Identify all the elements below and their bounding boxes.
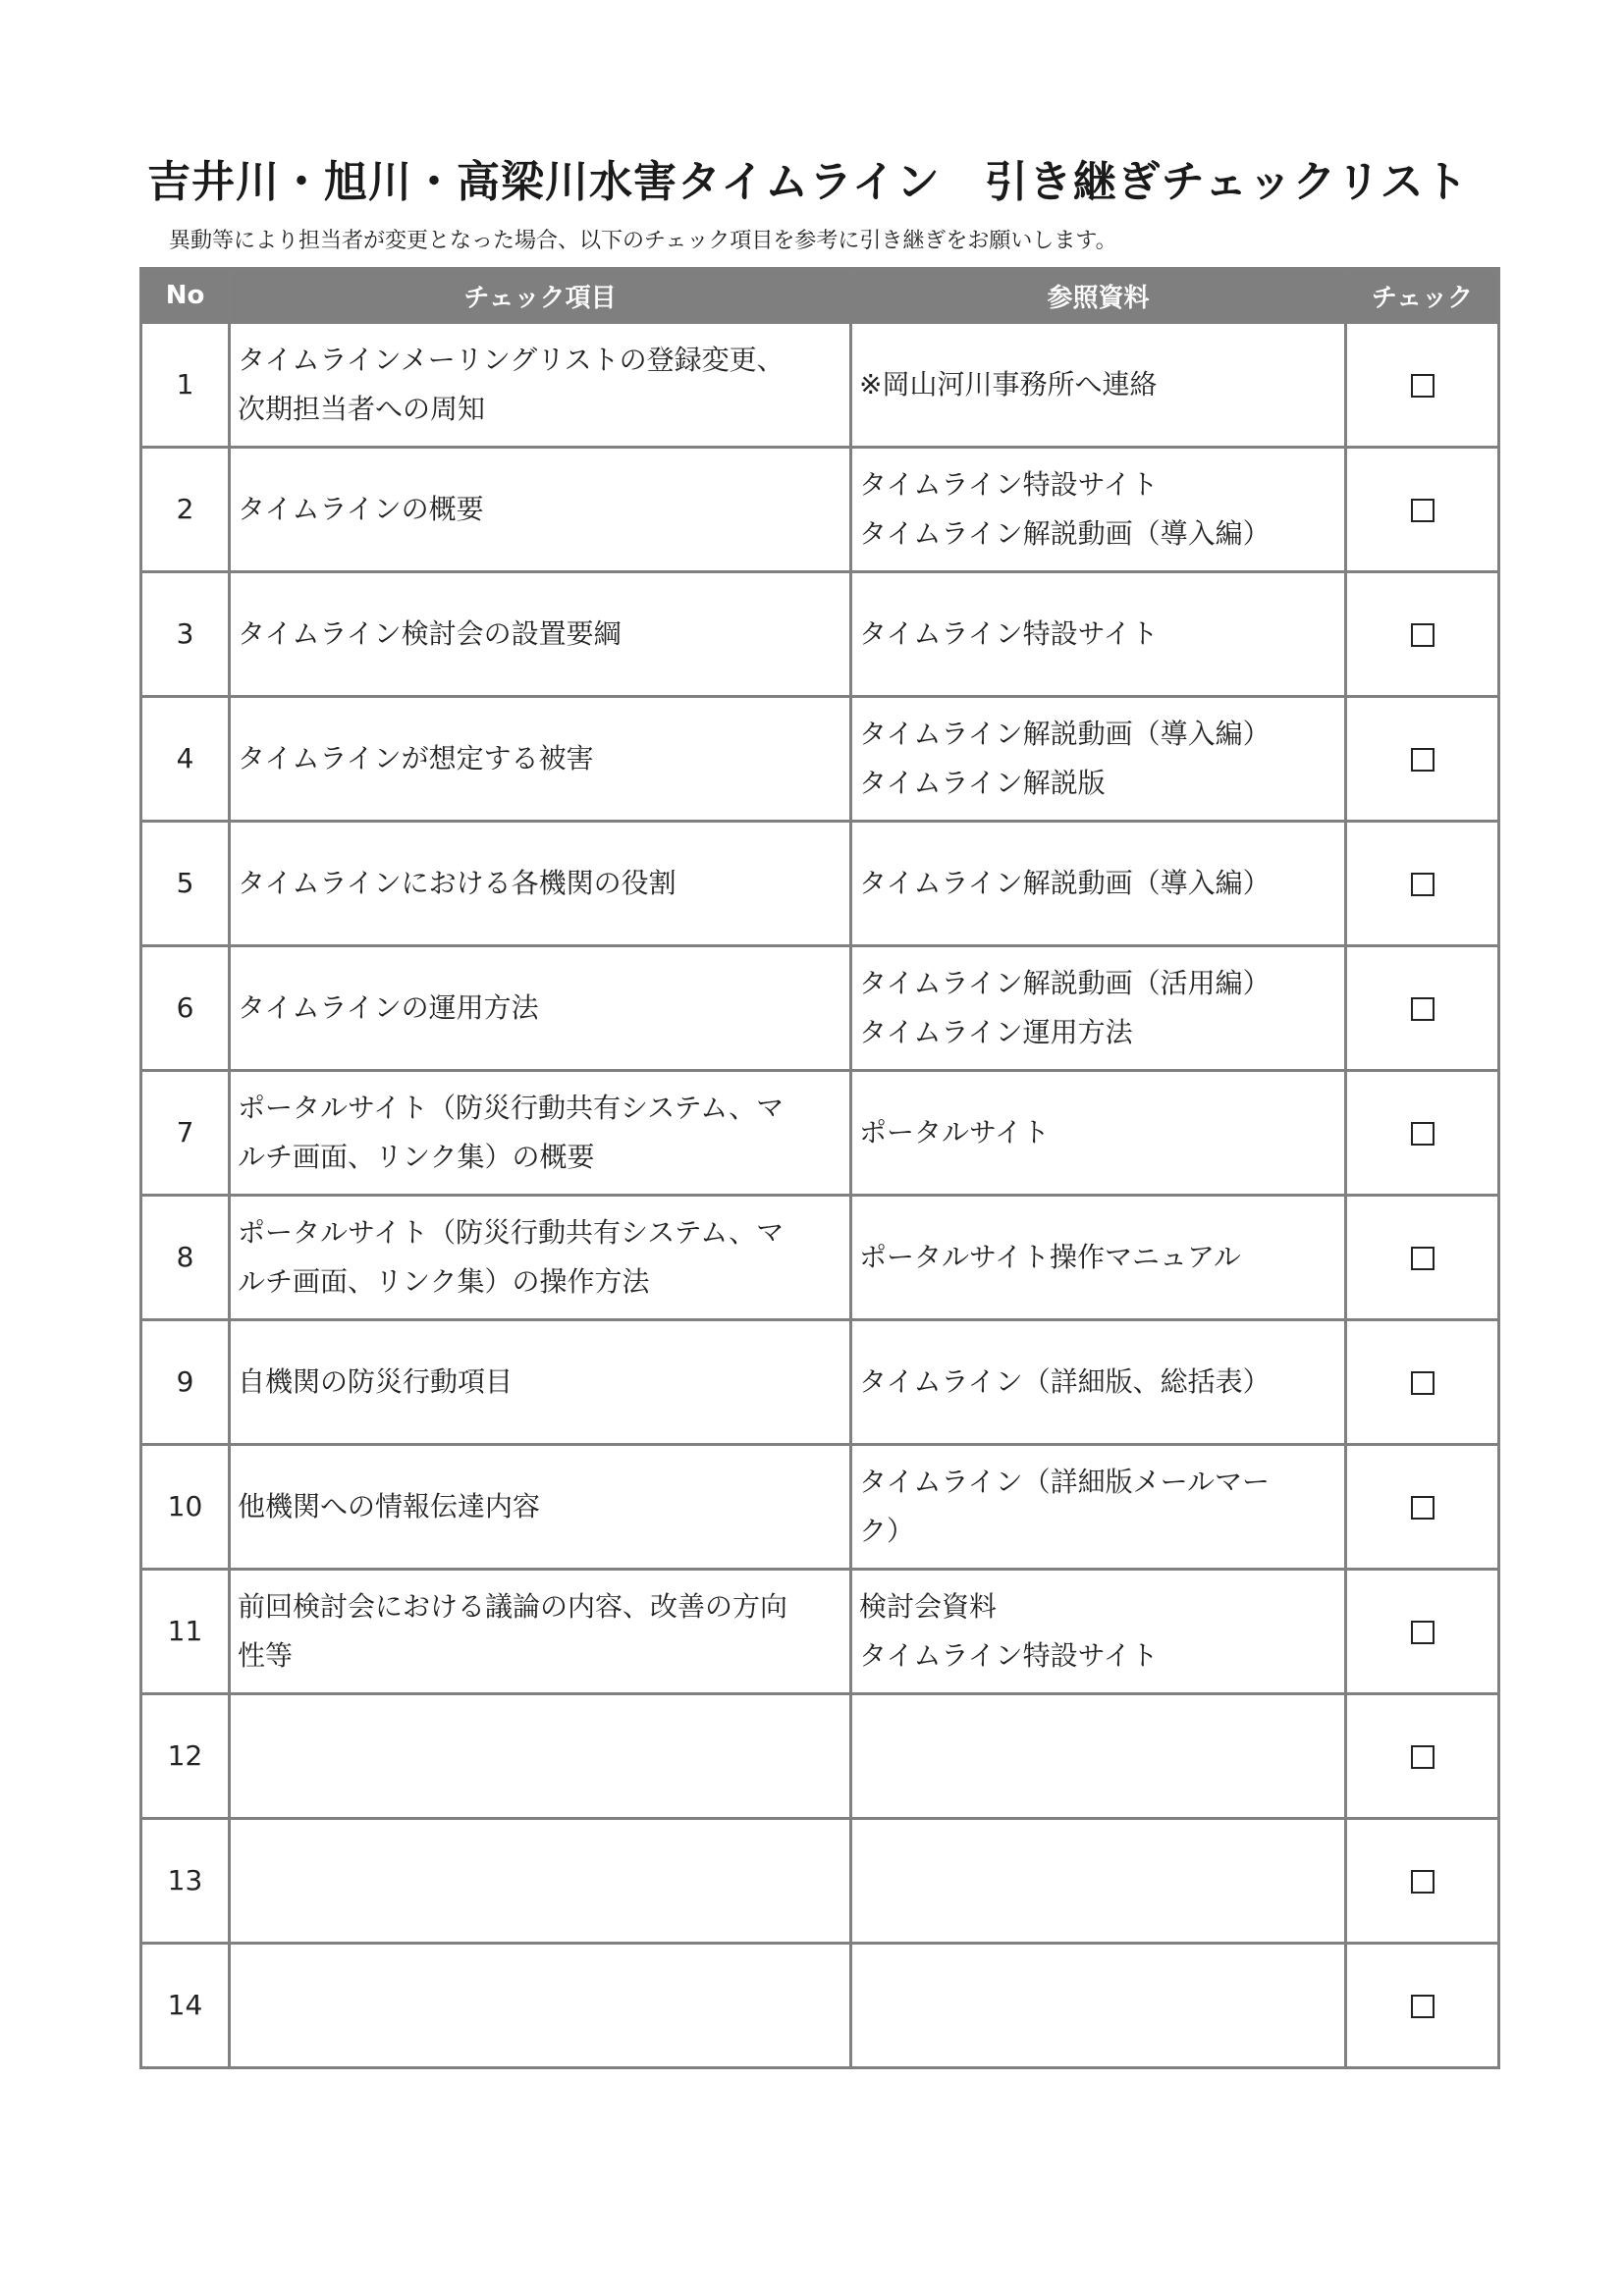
check-item-cell xyxy=(230,822,851,946)
checkbox-icon[interactable] xyxy=(1411,1870,1435,1894)
checkbox-icon[interactable] xyxy=(1411,873,1435,896)
reference-text: ※岡山河川事務所へ連絡 xyxy=(859,368,1158,400)
row-number: 10 xyxy=(141,1445,230,1570)
row-number: 7 xyxy=(141,1071,230,1196)
table-row xyxy=(141,572,1499,697)
check-item-cell xyxy=(230,572,851,697)
reference-text: タイムライン解説動画（導入編） タイムライン解説版 xyxy=(859,718,1271,799)
check-item-text: タイムラインメーリングリストの登録変更、 次期担当者への周知 xyxy=(238,344,785,425)
table-row xyxy=(141,946,1499,1071)
reference-text: タイムライン特設サイト タイムライン解説動画（導入編） xyxy=(859,468,1271,550)
reference-text: タイムライン解説動画（導入編） xyxy=(859,867,1271,899)
reference-cell xyxy=(851,697,1346,822)
check-cell xyxy=(1346,572,1499,697)
reference-cell xyxy=(851,1196,1346,1320)
reference-cell xyxy=(851,1320,1346,1445)
check-item-text: タイムラインの運用方法 xyxy=(238,991,539,1024)
column-header-check: チェック xyxy=(1346,269,1499,323)
check-cell xyxy=(1346,1320,1499,1445)
table-row xyxy=(141,1694,1499,1819)
check-item-text: 自機関の防災行動項目 xyxy=(238,1365,514,1398)
check-item-text: 他機関への情報伝達内容 xyxy=(238,1490,541,1522)
column-header-reference: 参照資料 xyxy=(851,269,1346,323)
table-row xyxy=(141,1320,1499,1445)
page-title: 吉井川・旭川・高梁川水害タイムライン 引き継ぎチェックリスト xyxy=(147,157,1469,207)
check-cell xyxy=(1346,1570,1499,1694)
reference-text: タイムライン解説動画（活用編） タイムライン運用方法 xyxy=(859,967,1271,1048)
column-header-no: No xyxy=(141,269,230,323)
row-number: 12 xyxy=(141,1694,230,1819)
check-item-cell xyxy=(230,1071,851,1196)
checkbox-icon[interactable] xyxy=(1411,1496,1435,1520)
check-cell xyxy=(1346,448,1499,572)
table-row xyxy=(141,323,1499,448)
row-number: 8 xyxy=(141,1196,230,1320)
checkbox-icon[interactable] xyxy=(1411,1995,1435,2018)
table-row xyxy=(141,448,1499,572)
check-item-cell xyxy=(230,1196,851,1320)
table-row xyxy=(141,1819,1499,1944)
checkbox-icon[interactable] xyxy=(1411,748,1435,772)
reference-cell xyxy=(851,572,1346,697)
page-instructions: 異動等により担当者が変更となった場合、以下のチェック項目を参考に引き継ぎをお願いします。 xyxy=(169,229,1117,253)
table-row xyxy=(141,1071,1499,1196)
check-item-text: タイムラインの概要 xyxy=(238,493,484,525)
reference-text: ポータルサイト操作マニュアル xyxy=(859,1241,1241,1273)
table-row xyxy=(141,1445,1499,1570)
table-row xyxy=(141,822,1499,946)
reference-cell xyxy=(851,946,1346,1071)
check-cell xyxy=(1346,1694,1499,1819)
row-number: 4 xyxy=(141,697,230,822)
check-item-cell xyxy=(230,697,851,822)
reference-cell xyxy=(851,1445,1346,1570)
check-cell xyxy=(1346,1819,1499,1944)
reference-text: タイムライン（詳細版、総括表） xyxy=(859,1365,1271,1398)
table-header-row xyxy=(141,269,1499,323)
checklist-body xyxy=(141,323,1499,2068)
table-row xyxy=(141,1944,1499,2068)
check-item-cell xyxy=(230,946,851,1071)
row-number: 3 xyxy=(141,572,230,697)
check-cell xyxy=(1346,1944,1499,2068)
column-header-item: チェック項目 xyxy=(230,269,851,323)
check-item-cell xyxy=(230,448,851,572)
row-number: 14 xyxy=(141,1944,230,2068)
check-cell xyxy=(1346,1445,1499,1570)
checkbox-icon[interactable] xyxy=(1411,1247,1435,1270)
checkbox-icon[interactable] xyxy=(1411,1122,1435,1146)
check-cell xyxy=(1346,1196,1499,1320)
checkbox-icon[interactable] xyxy=(1411,1371,1435,1395)
checkbox-icon[interactable] xyxy=(1411,1745,1435,1769)
reference-cell xyxy=(851,323,1346,448)
reference-text: 検討会資料 タイムライン特設サイト xyxy=(859,1590,1159,1672)
reference-cell xyxy=(851,1071,1346,1196)
checkbox-icon[interactable] xyxy=(1411,1621,1435,1644)
check-item-text: 前回検討会における議論の内容、改善の方向 性等 xyxy=(238,1590,788,1672)
row-number: 6 xyxy=(141,946,230,1071)
reference-cell xyxy=(851,1570,1346,1694)
checkbox-icon[interactable] xyxy=(1411,623,1435,647)
check-item-text: タイムラインが想定する被害 xyxy=(238,742,594,774)
row-number: 9 xyxy=(141,1320,230,1445)
table-row xyxy=(141,1196,1499,1320)
check-item-cell xyxy=(230,1320,851,1445)
row-number: 1 xyxy=(141,323,230,448)
check-cell xyxy=(1346,323,1499,448)
check-cell xyxy=(1346,822,1499,946)
check-item-cell xyxy=(230,1944,851,2068)
check-item-cell xyxy=(230,1445,851,1570)
check-item-cell xyxy=(230,1819,851,1944)
reference-cell xyxy=(851,448,1346,572)
table-row xyxy=(141,1570,1499,1694)
check-item-text: タイムラインにおける各機関の役割 xyxy=(238,867,677,899)
checkbox-icon[interactable] xyxy=(1411,374,1435,398)
check-cell xyxy=(1346,946,1499,1071)
check-cell xyxy=(1346,697,1499,822)
reference-cell xyxy=(851,1694,1346,1819)
row-number: 11 xyxy=(141,1570,230,1694)
table-row xyxy=(141,697,1499,822)
checklist-table xyxy=(139,267,1500,2069)
check-item-text: ポータルサイト（防災行動共有システム、マ ルチ画面、リンク集）の概要 xyxy=(238,1092,785,1173)
row-number: 13 xyxy=(141,1819,230,1944)
reference-text: タイムライン特設サイト xyxy=(859,617,1159,650)
reference-text: ポータルサイト xyxy=(859,1116,1051,1148)
reference-text: タイムライン（詳細版メールマー ク） xyxy=(859,1466,1271,1547)
check-item-cell xyxy=(230,1694,851,1819)
row-number: 2 xyxy=(141,448,230,572)
reference-cell xyxy=(851,1819,1346,1944)
row-number: 5 xyxy=(141,822,230,946)
check-item-cell xyxy=(230,1570,851,1694)
checkbox-icon[interactable] xyxy=(1411,997,1435,1021)
checkbox-icon[interactable] xyxy=(1411,499,1435,522)
reference-cell xyxy=(851,822,1346,946)
reference-cell xyxy=(851,1944,1346,2068)
check-item-text: タイムライン検討会の設置要綱 xyxy=(238,617,622,650)
check-item-cell xyxy=(230,323,851,448)
check-item-text: ポータルサイト（防災行動共有システム、マ ルチ画面、リンク集）の操作方法 xyxy=(238,1216,785,1298)
check-cell xyxy=(1346,1071,1499,1196)
